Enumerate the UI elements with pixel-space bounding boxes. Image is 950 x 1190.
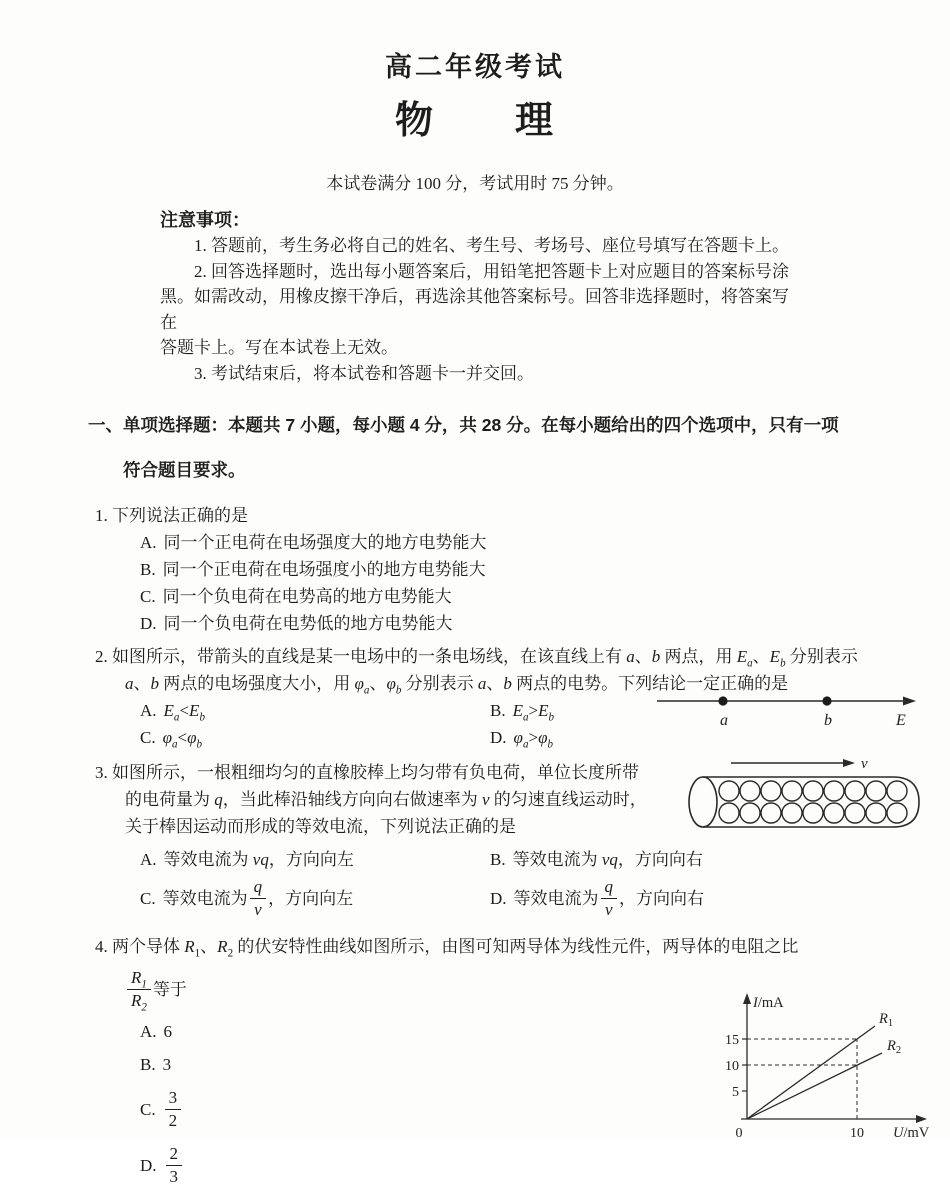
option-key: D. — [490, 888, 507, 908]
option-text: $\varphi_a>\varphi_b$ — [513, 728, 553, 751]
exam-meta: 本试卷满分 100 分，考试用时 75 分钟。 — [326, 174, 624, 193]
q3-option-d — [490, 873, 930, 923]
field-line-diagram — [653, 687, 925, 731]
field-line-arrowhead — [903, 697, 916, 706]
point-b-label: b — [824, 712, 832, 729]
y-axis-label: I/mA — [753, 995, 784, 1011]
option-text-pre: 等效电流为 — [162, 888, 248, 908]
option-key: C. — [140, 728, 156, 747]
q1-options — [140, 529, 930, 637]
notice-item-1: 1. 答题前，考生务必将自己的姓名、考生号、考场号、座位号填写在答题卡上。 — [194, 236, 789, 255]
y-axis-arrowhead — [743, 993, 751, 1004]
option-key: C. — [140, 888, 156, 908]
option-text: 3 — [162, 1055, 172, 1074]
option-key: B. — [140, 560, 156, 579]
notice-item-2-line-1: 2. 回答选择题时，选出每小题答案后，用铅笔把答题卡上对应题目的答案标号涂 — [194, 261, 789, 281]
option-key: B. — [140, 1055, 156, 1074]
option-key: D. — [140, 1155, 157, 1175]
option-key: B. — [490, 701, 506, 720]
q3-stem-line-3: 关于棒因运动而形成的等效电流，下列说法正确的是 — [125, 817, 516, 836]
option-key: D. — [140, 614, 157, 633]
x-axis-arrowhead — [916, 1115, 927, 1123]
question-list — [95, 502, 930, 1190]
point-a-label: a — [720, 712, 728, 729]
option-text-post: ，方向向左 — [268, 888, 354, 908]
q4-stem-line-1: 4. 两个导体 $R_1$、$R_2$ 的伏安特性曲线如图所示，由图可知两导体为线性元件，两导体的电阻之比 — [95, 937, 799, 960]
q1-option-c — [140, 583, 930, 610]
charge-circles — [719, 781, 907, 823]
option-text: 同一个负电荷在电势低的地方电势能大 — [163, 614, 453, 633]
rod-end-cap — [689, 777, 717, 827]
option-key: A. — [140, 533, 157, 552]
section-heading-line-1: 一、单项选择题：本题共 7 小题，每小题 4 分，共 28 分。在每小题给出的四个选项中，只有一项 — [88, 415, 839, 435]
option-key: A. — [140, 701, 157, 720]
q1-option-d — [140, 610, 930, 637]
x-tick-label-10: 10 — [850, 1126, 864, 1141]
section-one-heading — [88, 412, 892, 485]
option-key: A. — [140, 850, 157, 869]
question-4 — [95, 933, 930, 1190]
q1-stem: 1. 下列说法正确的是 — [95, 506, 248, 525]
question-2 — [95, 643, 930, 751]
q3-stem-line-2: 的电荷量为 q，当此棒沿轴线方向向右做速率为 v 的匀速直线运动时， — [125, 790, 647, 809]
q3-option-b — [490, 846, 930, 873]
option-key: D. — [490, 728, 507, 747]
option-text: 同一个正电荷在电场强度小的地方电势能大 — [162, 560, 486, 579]
option-text: 等效电流为 vq，方向向右 — [512, 850, 703, 869]
question-3 — [95, 756, 930, 923]
notice-item-2-line-3: 答题卡上。写在本试卷上无效。 — [160, 338, 398, 357]
option-key: B. — [490, 850, 506, 869]
fraction-denominator: $R_2$ — [131, 990, 147, 1013]
option-text: 同一个负电荷在电势高的地方电势能大 — [162, 587, 452, 606]
option-key: A. — [140, 1022, 157, 1041]
fraction-denominator: 2 — [168, 1110, 178, 1130]
fraction-numerator: 2 — [166, 1144, 183, 1166]
fraction-denominator: 3 — [169, 1166, 179, 1186]
field-strength-label: E — [896, 712, 906, 729]
q4-stem-suffix: 等于 — [152, 979, 187, 999]
resistance-ratio-fraction — [125, 967, 153, 1013]
y-tick-label-15: 15 — [725, 1033, 739, 1048]
r2-line — [747, 1053, 882, 1119]
r1-line — [747, 1026, 875, 1119]
q3-option-c — [140, 873, 490, 923]
option-text-pre: 等效电流为 — [513, 888, 599, 908]
notice-item-2-line-2: 黑。如需改动，用橡皮擦干净后，再选涂其他答案标号。回答非选择题时，将答案写在 — [160, 287, 789, 332]
velocity-label: v — [861, 756, 868, 772]
option-text-post: ，方向向右 — [619, 888, 705, 908]
q2-option-a — [140, 697, 490, 724]
q3-options-ab — [140, 846, 930, 873]
q3-options-cd — [140, 873, 930, 923]
y-tick-label-10: 10 — [725, 1059, 739, 1074]
option-key: C. — [140, 1099, 156, 1119]
option-text: $\varphi_a<\varphi_b$ — [162, 728, 203, 751]
x-axis-label: U/mV — [893, 1125, 930, 1141]
iv-curve-graph — [697, 989, 939, 1149]
fraction — [164, 1144, 185, 1186]
option-key: C. — [140, 587, 156, 606]
section-heading-line-2: 符合题目要求。 — [123, 460, 246, 480]
charged-rod-diagram — [673, 751, 931, 835]
q2-option-c — [140, 724, 490, 751]
notice-item-3: 3. 考试结束后，将本试卷和答题卡一并交回。 — [194, 363, 534, 383]
rod-body — [703, 777, 919, 827]
option-text: 6 — [163, 1022, 173, 1041]
option-text: 同一个正电荷在电场强度大的地方电势能大 — [163, 533, 487, 552]
option-text: $E_a>E_b$ — [512, 701, 555, 724]
fraction — [163, 1088, 184, 1130]
fraction-numerator: q — [601, 877, 618, 899]
point-b-dot — [822, 696, 831, 705]
q3-stem-line-1: 3. 如图所示，一根粗细均匀的直橡胶棒上均匀带有负电荷，单位长度所带 — [95, 763, 639, 782]
fraction-numerator: $R_1$ — [127, 968, 151, 990]
q2-stem-line-1: 2. 如图所示，带箭头的直线是某一电场中的一条电场线，在该直线上有 a、b 两点，用 $E_a$、$E_b$ 分别表示 — [95, 647, 858, 670]
fraction-denominator: v — [254, 899, 262, 919]
fraction — [248, 877, 269, 919]
q2-stem-line-2: a、b 两点的电场强度大小，用 $\varphi_a$、$\varphi_b$ 分别表示 a、b 两点的电势。下列结论一定正确的是 — [125, 674, 789, 697]
point-a-dot — [718, 696, 727, 705]
velocity-arrowhead — [843, 759, 855, 767]
option-text: 等效电流为 vq，方向向左 — [163, 850, 354, 869]
subject-title: 物 理 — [394, 100, 555, 142]
y-tick-label-5: 5 — [732, 1085, 739, 1100]
exam-title: 高二年级考试 — [385, 52, 565, 82]
q1-option-b — [140, 556, 930, 583]
q1-option-a — [140, 529, 930, 556]
r1-label: $R_1$ — [879, 1011, 894, 1029]
notice-heading: 注意事项： — [160, 210, 250, 230]
q3-option-a — [140, 846, 490, 873]
notice-section — [160, 207, 804, 386]
fraction-numerator: 3 — [165, 1088, 182, 1110]
fraction-numerator: q — [250, 877, 267, 899]
fraction — [599, 877, 620, 919]
option-text: $E_a<E_b$ — [163, 701, 205, 724]
r2-label: $R_2$ — [887, 1038, 902, 1056]
origin-label: 0 — [735, 1126, 743, 1141]
question-1 — [95, 502, 930, 637]
fraction-denominator: v — [605, 899, 613, 919]
